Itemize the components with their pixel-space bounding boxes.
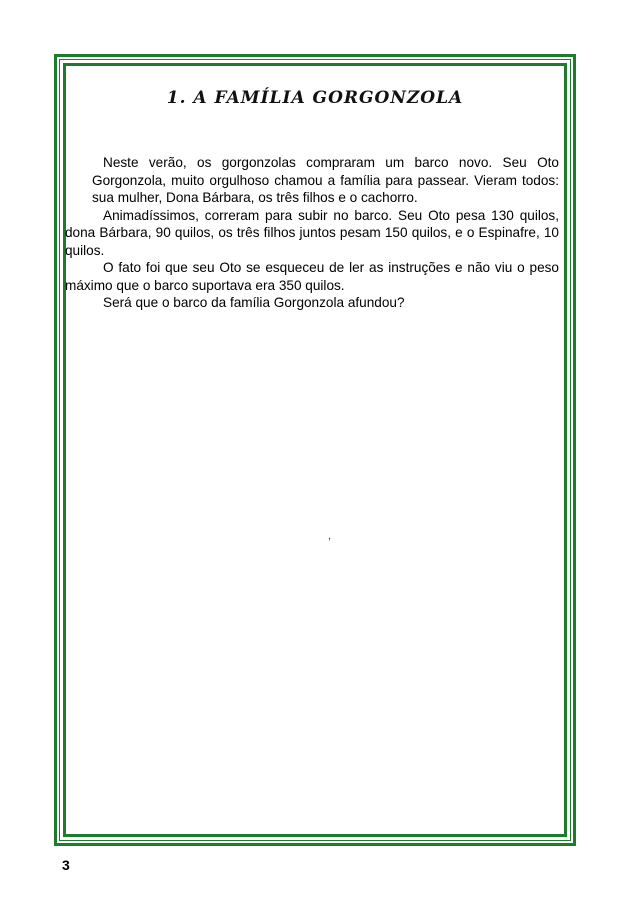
paragraph-1: Neste verão, os gorgonzolas compraram um barco novo. Seu Oto Gorgonzola, muito orgulhoso chamou a família para passear. Vieram todos: sua mulher, Dona Bárbara, os três filhos e o cachorro. [92, 155, 559, 205]
story-text [65, 154, 559, 312]
page-number: 3 [62, 857, 70, 873]
paragraph-4: Será que o barco da família Gorgonzola afundou? [103, 295, 405, 310]
paragraph-2: Animadíssimos, correram para subir no barco. Seu Oto pesa 130 quilos, dona Bárbara, 90 quilos, os três filhos juntos pesam 150 quilos, e o Espinafre, 10 quilos. [65, 207, 559, 258]
story-title: 1. A FAMÍLIA GORGONZOLA [166, 88, 464, 108]
paragraph-3: O fato foi que seu Oto se esqueceu de ler as instruções e não viu o peso máximo que o barco suportava era 350 quilos. [65, 260, 559, 293]
stray-mark: , [328, 530, 332, 542]
